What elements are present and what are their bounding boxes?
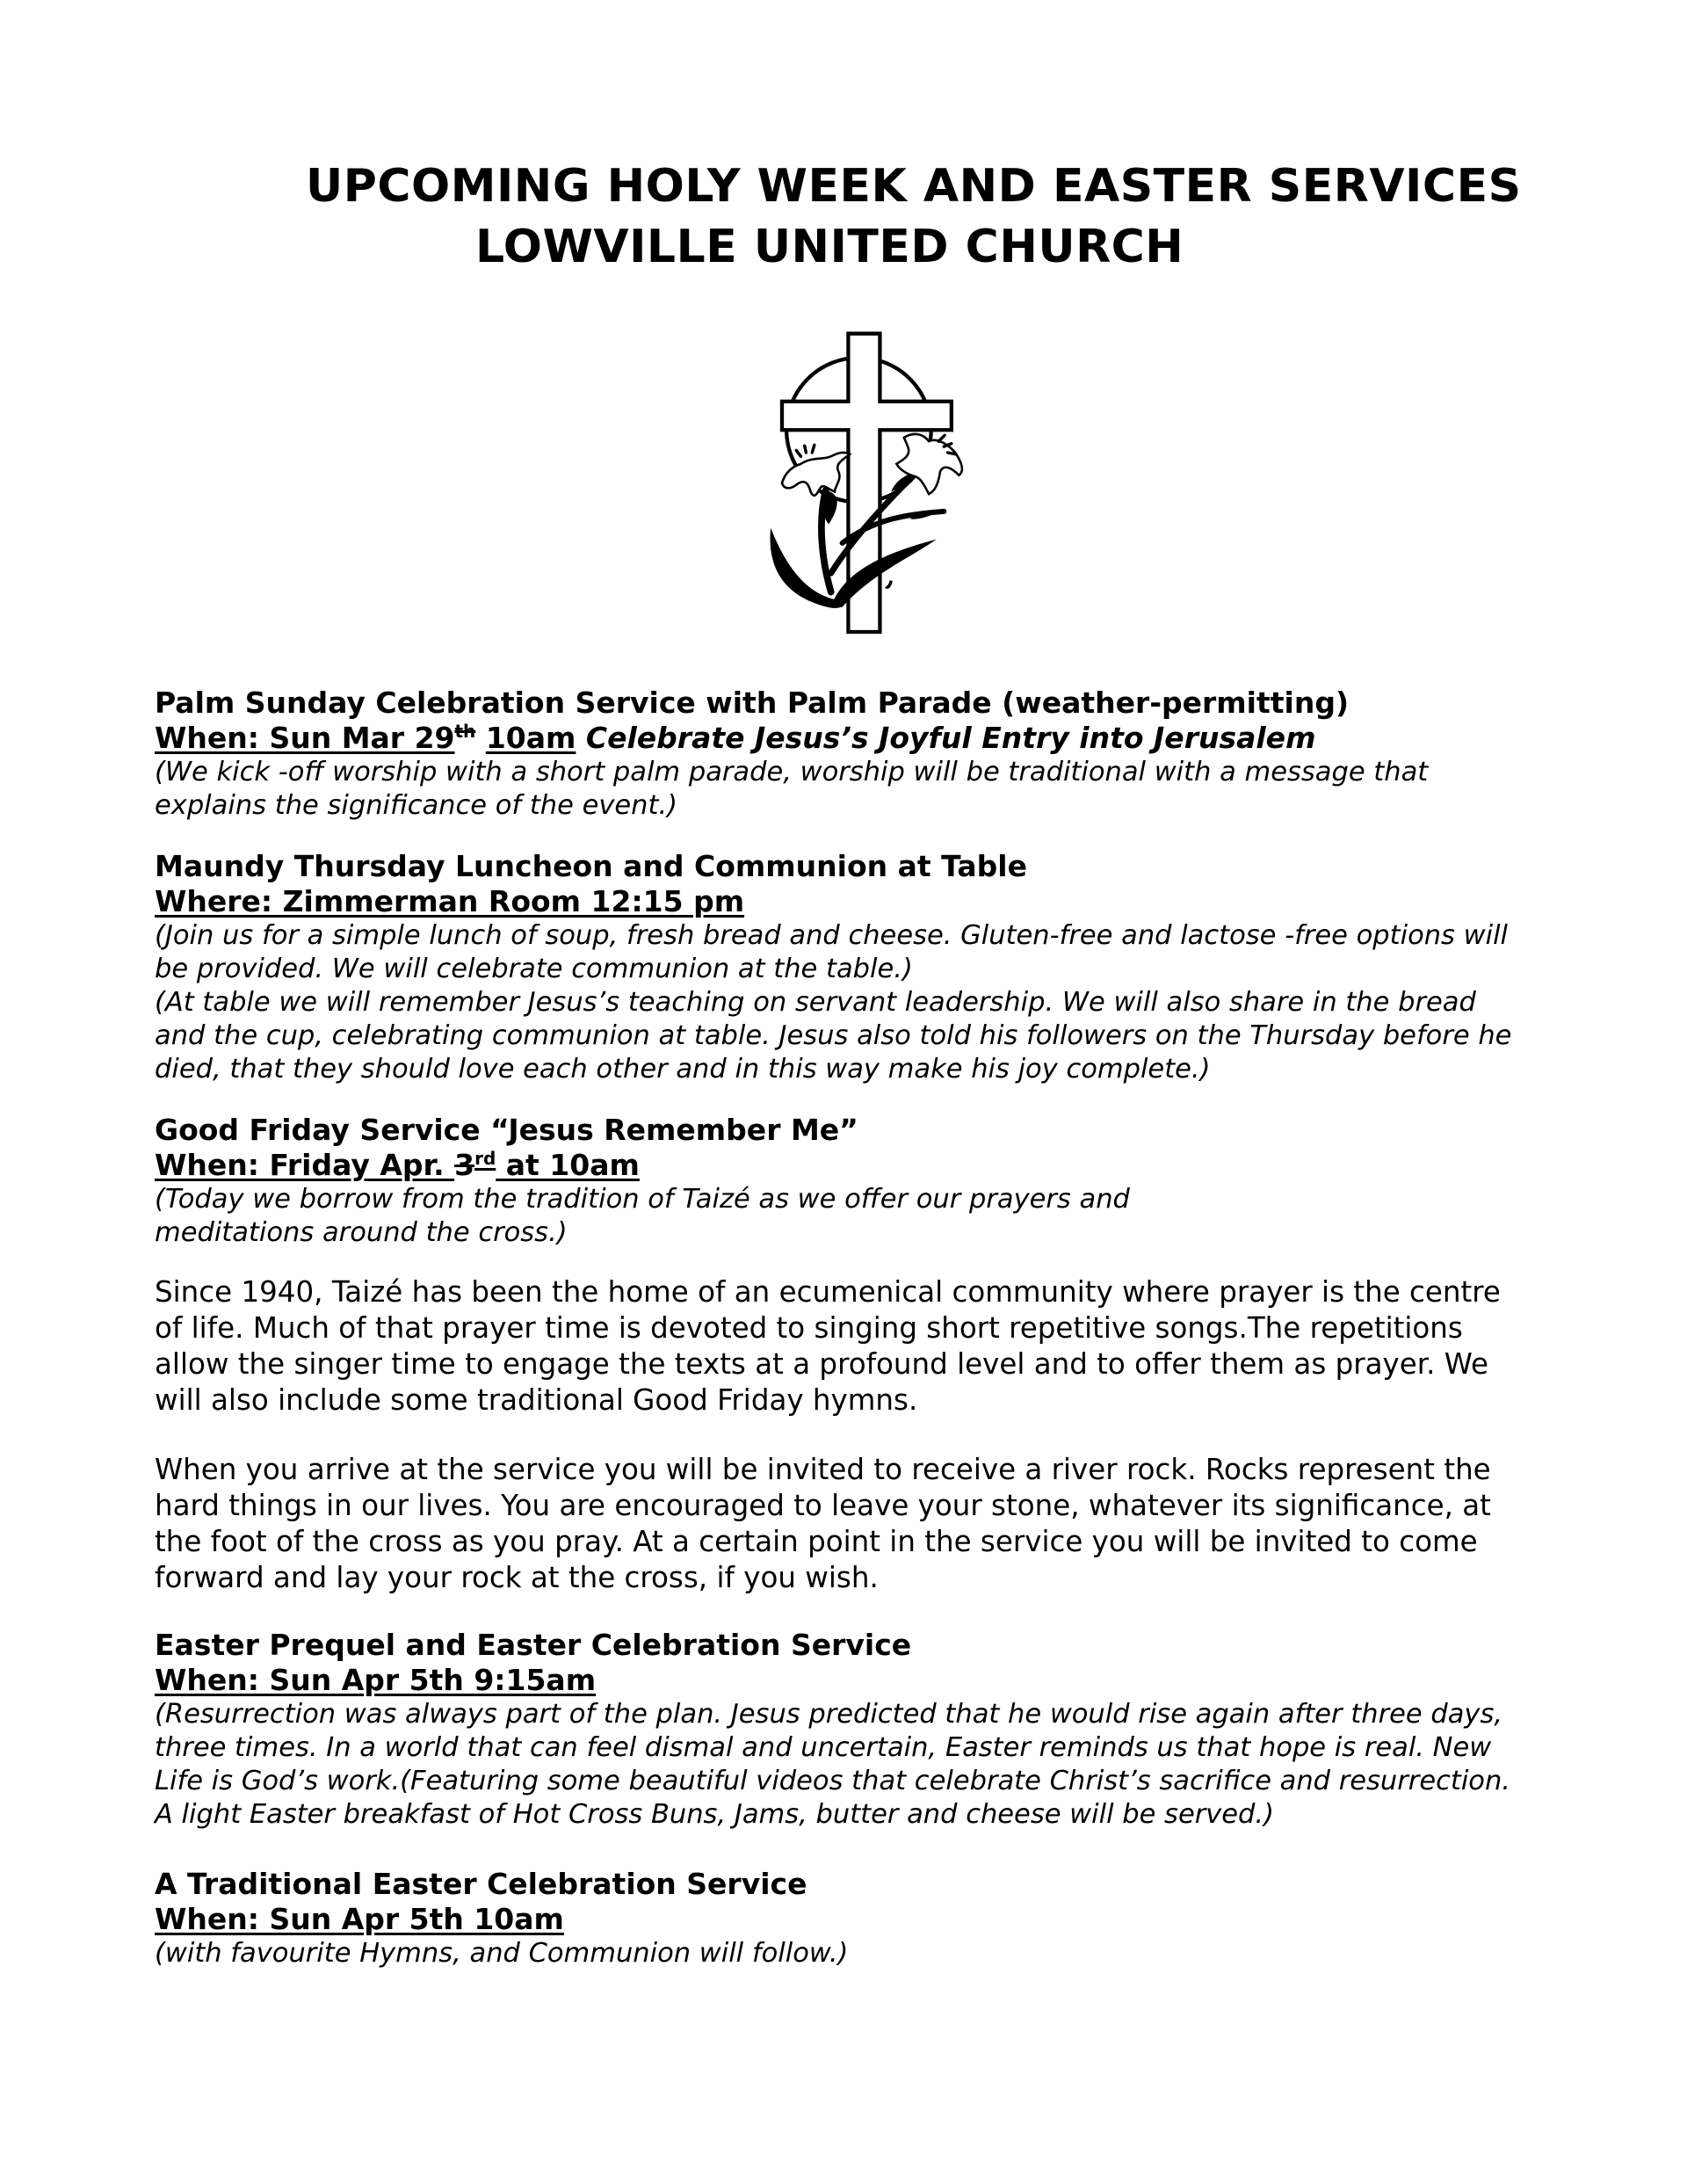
service-time: 10am [485, 721, 576, 755]
service-title: Maundy Thursday Luncheon and Communion at Table [155, 849, 1027, 883]
service-tagline: Celebrate Jesus’s Joyful Entry into Jerusalem [585, 721, 1316, 755]
service-title: Good Friday Service “Jesus Remember Me” [155, 1113, 858, 1147]
service-note: (Today we borrow from the tradition of Taizé as we offer our prayers and meditations around the cross.) [155, 1184, 1130, 1248]
service-date-time: When: Sun Apr 5th 10am [155, 1902, 564, 1936]
service-when [155, 1148, 1525, 1183]
service-note: (At table we will remember Jesus’s teaching on servant leadership. We will also share in the bread and the cup, celebrating communion at table. Jesus also told his followers on the Thursday before he died, that they should love each other and in this way make his joy complete.) [155, 987, 1512, 1085]
service-title: A Traditional Easter Celebration Service [155, 1867, 807, 1901]
service-good-friday [155, 1113, 1525, 1596]
service-when [155, 721, 1525, 756]
page-title: UPCOMING HOLY WEEK AND EASTER SERVICES [306, 160, 1522, 213]
service-time: at 10am [496, 1148, 640, 1182]
service-date: When: Sun Mar 29 [155, 721, 455, 755]
service-traditional-easter [155, 1867, 1525, 1970]
service-date: When: Friday Apr. [155, 1148, 455, 1182]
body-paragraph: When you arrive at the service you will be invited to receive a river rock. Rocks represent the hard things in our lives. You are encouraged to leave your stone, whatever its significance, at the foot of the cross as you pray. At a certain point in the service you will be invited to come forward and lay your rock at the cross, if you wish. [155, 1453, 1491, 1594]
body-paragraph: Since 1940, Taizé has been the home of an ecumenical community where prayer is the centre of life. Much of that prayer time is devoted to singing short repetitive songs.The repetitions allow the singer time to engage the texts at a profound level and to offer them as prayer. We will also include some traditional Good Friday hymns. [155, 1275, 1501, 1417]
service-title: Palm Sunday Celebration Service with Palm Parade (weather-permitting) [155, 686, 1350, 720]
service-location-time: Where: Zimmerman Room 12:15 pm [155, 884, 745, 918]
service-note: (Resurrection was always part of the plan. Jesus predicted that he would rise again after three days, three times. In a world that can feel dismal and uncertain, Easter reminds us that hope is real. New Life is God’s work.(Featuring some beautiful videos that celebrate Christ’s sacrifice and resurrection. A light Easter breakfast of Hot Cross Buns, Jams, butter and cheese will be served.) [155, 1699, 1510, 1830]
date-suffix: rd [474, 1148, 496, 1169]
church-name: LOWVILLE UNITED CHURCH [475, 221, 1184, 273]
service-palm-sunday [155, 686, 1525, 823]
service-title: Easter Prequel and Easter Celebration Service [155, 1628, 912, 1662]
service-note: (Join us for a simple lunch of soup, fresh bread and cheese. Gluten-free and lactose -free options will be provided. We will celebrate communion at the table.) [155, 920, 1509, 984]
cross-with-lilies-icon [729, 299, 993, 659]
service-date-num: 3 [454, 1148, 475, 1182]
service-easter-prequel [155, 1628, 1525, 1832]
services-list [155, 686, 1525, 1970]
date-suffix: th [454, 721, 476, 742]
service-note: (We kick -off worship with a short palm parade, worship will be traditional with a message that explains the significance of the event.) [155, 757, 1429, 821]
service-note: (with favourite Hymns, and Communion will follow.) [155, 1938, 849, 1969]
service-date-time: When: Sun Apr 5th 9:15am [155, 1663, 597, 1697]
service-maundy-thursday [155, 849, 1525, 1086]
